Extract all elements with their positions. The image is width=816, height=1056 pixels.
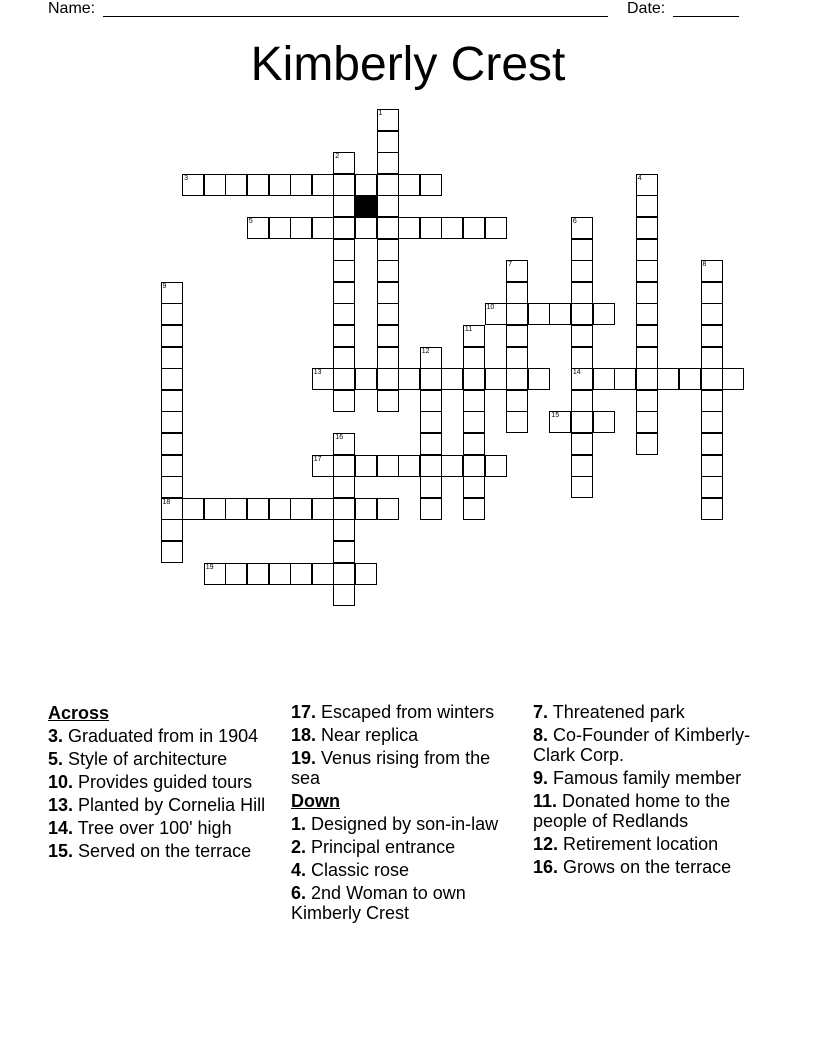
grid-cell[interactable] bbox=[463, 325, 485, 347]
grid-cell[interactable] bbox=[571, 347, 593, 369]
grid-cell[interactable] bbox=[333, 217, 355, 239]
grid-cell[interactable] bbox=[571, 217, 593, 239]
clue-text: Principal entrance bbox=[311, 837, 456, 857]
grid-cell[interactable] bbox=[463, 476, 485, 498]
clue-text: Designed by son-in-law bbox=[311, 814, 499, 834]
grid-cell[interactable] bbox=[333, 541, 355, 563]
clue-text: Grows on the terrace bbox=[563, 857, 732, 877]
clue-number: 5. bbox=[48, 749, 64, 769]
grid-cell[interactable] bbox=[377, 282, 399, 304]
grid-cell[interactable] bbox=[290, 217, 312, 239]
clue-number-label: 5 bbox=[248, 218, 253, 225]
grid-cell[interactable] bbox=[377, 325, 399, 347]
grid-cell[interactable] bbox=[636, 282, 658, 304]
clue-text: Retirement location bbox=[563, 834, 719, 854]
grid-cell[interactable] bbox=[333, 476, 355, 498]
grid-cell[interactable] bbox=[161, 368, 183, 390]
grid-cell[interactable] bbox=[398, 217, 420, 239]
grid-cell[interactable] bbox=[377, 152, 399, 174]
clue-number: 1. bbox=[291, 814, 307, 834]
grid-cell[interactable] bbox=[485, 368, 507, 390]
grid-cell[interactable] bbox=[333, 303, 355, 325]
grid-cell[interactable] bbox=[506, 411, 528, 433]
grid-cell[interactable] bbox=[420, 498, 442, 520]
clue-number: 10. bbox=[48, 772, 74, 792]
grid-cell[interactable] bbox=[463, 368, 485, 390]
clue-down-12 bbox=[533, 834, 765, 854]
grid-cell[interactable] bbox=[247, 174, 269, 196]
grid-cell[interactable] bbox=[161, 519, 183, 541]
clue-number: 19. bbox=[291, 748, 317, 768]
grid-cell[interactable] bbox=[377, 109, 399, 131]
grid-cell[interactable] bbox=[225, 563, 247, 585]
grid-cell[interactable] bbox=[333, 498, 355, 520]
clue-down-11 bbox=[533, 791, 765, 831]
grid-cell[interactable] bbox=[571, 325, 593, 347]
grid-cell[interactable] bbox=[463, 433, 485, 455]
grid-cell[interactable] bbox=[161, 325, 183, 347]
grid-cell[interactable] bbox=[420, 390, 442, 412]
grid-cell[interactable] bbox=[377, 368, 399, 390]
clue-text: Provides guided tours bbox=[78, 772, 253, 792]
grid-cell[interactable] bbox=[161, 498, 183, 520]
grid-cell[interactable] bbox=[333, 195, 355, 217]
clue-text: Near replica bbox=[321, 725, 419, 745]
clue-number: 11. bbox=[533, 791, 558, 811]
grid-cell[interactable] bbox=[636, 325, 658, 347]
grid-cell[interactable] bbox=[571, 282, 593, 304]
grid-cell[interactable] bbox=[506, 282, 528, 304]
grid-cell[interactable] bbox=[333, 519, 355, 541]
grid-cell[interactable] bbox=[593, 303, 615, 325]
clue-text: Served on the terrace bbox=[78, 841, 252, 861]
grid-cell[interactable] bbox=[333, 260, 355, 282]
grid-cell[interactable] bbox=[506, 260, 528, 282]
grid-cell[interactable] bbox=[636, 195, 658, 217]
grid-cell[interactable] bbox=[593, 411, 615, 433]
grid-cell[interactable] bbox=[269, 174, 291, 196]
grid-cell[interactable] bbox=[333, 239, 355, 261]
name-label: Name: bbox=[48, 0, 96, 17]
grid-cell[interactable] bbox=[290, 174, 312, 196]
clue-across-15 bbox=[48, 841, 280, 861]
grid-cell[interactable] bbox=[571, 260, 593, 282]
grid-cell[interactable] bbox=[290, 498, 312, 520]
grid-cell[interactable] bbox=[463, 455, 485, 477]
grid-cell[interactable] bbox=[377, 303, 399, 325]
grid-cell[interactable] bbox=[657, 368, 679, 390]
grid-cell[interactable] bbox=[441, 368, 463, 390]
clue-column-1 bbox=[48, 702, 280, 864]
clue-text: Donated home to the people of Redlands bbox=[533, 791, 731, 831]
clue-down-16 bbox=[533, 857, 765, 877]
grid-cell[interactable] bbox=[463, 498, 485, 520]
grid-cell[interactable] bbox=[161, 303, 183, 325]
grid-cell[interactable] bbox=[333, 152, 355, 174]
grid-cell[interactable] bbox=[701, 476, 723, 498]
grid-cell[interactable] bbox=[377, 455, 399, 477]
grid-cell[interactable] bbox=[247, 498, 269, 520]
grid-cell[interactable] bbox=[571, 411, 593, 433]
clue-across-18 bbox=[291, 725, 523, 745]
grid-cell[interactable] bbox=[701, 368, 723, 390]
grid-cell[interactable] bbox=[636, 260, 658, 282]
grid-cell[interactable] bbox=[204, 498, 226, 520]
grid-cell[interactable] bbox=[636, 174, 658, 196]
clue-down-9 bbox=[533, 768, 765, 788]
grid-cell[interactable] bbox=[571, 368, 593, 390]
grid-cell[interactable] bbox=[679, 368, 701, 390]
clue-down-1 bbox=[291, 814, 523, 834]
clue-text: Venus rising from the sea bbox=[291, 748, 491, 788]
clue-text: Tree over 100' high bbox=[77, 818, 232, 838]
clue-across-3 bbox=[48, 726, 280, 746]
clue-number-label: 12 bbox=[421, 347, 430, 355]
grid-cell[interactable] bbox=[377, 131, 399, 153]
grid-cell[interactable] bbox=[398, 455, 420, 477]
clue-number-label: 2 bbox=[335, 153, 340, 161]
grid-cell[interactable] bbox=[701, 325, 723, 347]
grid-cell[interactable] bbox=[161, 433, 183, 455]
clue-number: 9. bbox=[533, 768, 549, 788]
clue-number: 14. bbox=[48, 818, 74, 838]
grid-cell[interactable] bbox=[377, 174, 399, 196]
black-cell bbox=[355, 195, 377, 217]
grid-cell[interactable] bbox=[636, 239, 658, 261]
clue-across-17 bbox=[291, 702, 523, 722]
clue-down-8 bbox=[533, 725, 765, 765]
clue-text: Threatened park bbox=[552, 702, 685, 722]
grid-cell[interactable] bbox=[355, 174, 377, 196]
grid-cell[interactable] bbox=[161, 347, 183, 369]
grid-cell[interactable] bbox=[161, 455, 183, 477]
grid-cell[interactable] bbox=[355, 217, 377, 239]
grid-cell[interactable] bbox=[333, 563, 355, 585]
grid-cell[interactable] bbox=[269, 563, 291, 585]
grid-cell[interactable] bbox=[420, 476, 442, 498]
clue-number-label: 13 bbox=[313, 369, 322, 377]
grid-cell[interactable] bbox=[571, 239, 593, 261]
clue-number-label: 19 bbox=[205, 563, 214, 571]
clue-number: 18. bbox=[291, 725, 317, 745]
grid-cell[interactable] bbox=[636, 217, 658, 239]
grid-cell[interactable] bbox=[420, 411, 442, 433]
grid-cell[interactable] bbox=[333, 282, 355, 304]
grid-cell[interactable] bbox=[636, 390, 658, 412]
grid-cell[interactable] bbox=[506, 303, 528, 325]
grid-cell[interactable] bbox=[333, 347, 355, 369]
clue-number: 13. bbox=[48, 795, 74, 815]
clue-number: 2. bbox=[291, 837, 307, 857]
grid-cell[interactable] bbox=[636, 347, 658, 369]
down-heading: Down bbox=[291, 791, 340, 811]
grid-cell[interactable] bbox=[204, 174, 226, 196]
clue-number-label: 14 bbox=[572, 369, 581, 377]
grid-cell[interactable] bbox=[182, 498, 204, 520]
grid-cell[interactable] bbox=[549, 411, 571, 433]
grid-cell[interactable] bbox=[355, 368, 377, 390]
clue-across-5 bbox=[48, 749, 280, 769]
grid-cell[interactable] bbox=[225, 498, 247, 520]
clue-number: 3. bbox=[48, 726, 64, 746]
grid-cell[interactable] bbox=[333, 455, 355, 477]
clue-number-label: 16 bbox=[335, 434, 344, 441]
grid-cell[interactable] bbox=[636, 411, 658, 433]
grid-cell[interactable] bbox=[355, 455, 377, 477]
across-heading: Across bbox=[48, 703, 110, 723]
grid-cell[interactable] bbox=[247, 563, 269, 585]
grid-cell[interactable] bbox=[701, 260, 723, 282]
grid-cell[interactable] bbox=[441, 217, 463, 239]
grid-cell[interactable] bbox=[463, 217, 485, 239]
grid-cell[interactable] bbox=[161, 282, 183, 304]
clue-text: Classic rose bbox=[311, 860, 410, 880]
grid-cell[interactable] bbox=[269, 498, 291, 520]
grid-cell[interactable] bbox=[333, 584, 355, 606]
grid-cell[interactable] bbox=[377, 390, 399, 412]
grid-cell[interactable] bbox=[549, 303, 571, 325]
grid-cell[interactable] bbox=[463, 390, 485, 412]
grid-cell[interactable] bbox=[571, 455, 593, 477]
grid-cell[interactable] bbox=[161, 476, 183, 498]
grid-cell[interactable] bbox=[506, 347, 528, 369]
grid-cell[interactable] bbox=[506, 390, 528, 412]
grid-cell[interactable] bbox=[161, 541, 183, 563]
clue-text: Planted by Cornelia Hill bbox=[78, 795, 266, 815]
grid-cell[interactable] bbox=[636, 368, 658, 390]
date-label: Date: bbox=[627, 0, 666, 17]
grid-cell[interactable] bbox=[269, 217, 291, 239]
grid-cell[interactable] bbox=[377, 195, 399, 217]
grid-cell[interactable] bbox=[636, 433, 658, 455]
clue-number: 16. bbox=[533, 857, 559, 877]
grid-cell[interactable] bbox=[398, 174, 420, 196]
clue-number-label: 18 bbox=[162, 498, 171, 506]
grid-cell[interactable] bbox=[204, 563, 226, 585]
clue-number-label: 15 bbox=[551, 412, 560, 420]
grid-cell[interactable] bbox=[701, 498, 723, 520]
grid-cell[interactable] bbox=[485, 217, 507, 239]
grid-cell[interactable] bbox=[701, 390, 723, 412]
clue-across-19 bbox=[291, 748, 523, 788]
clue-column-2 bbox=[291, 702, 523, 926]
grid-cell[interactable] bbox=[528, 368, 550, 390]
grid-cell[interactable] bbox=[614, 368, 636, 390]
clue-across-10 bbox=[48, 772, 280, 792]
clue-number-label: 8 bbox=[702, 261, 707, 269]
grid-cell[interactable] bbox=[701, 433, 723, 455]
clue-text: Famous family member bbox=[553, 768, 742, 788]
clue-number-label: 3 bbox=[184, 174, 188, 182]
grid-cell[interactable] bbox=[290, 563, 312, 585]
grid-cell[interactable] bbox=[571, 390, 593, 412]
grid-cell[interactable] bbox=[312, 563, 334, 585]
clue-number-label: 11 bbox=[464, 326, 473, 333]
grid-cell[interactable] bbox=[377, 498, 399, 520]
grid-cell[interactable] bbox=[377, 217, 399, 239]
grid-cell[interactable] bbox=[225, 174, 247, 196]
grid-cell[interactable] bbox=[161, 411, 183, 433]
grid-cell[interactable] bbox=[333, 368, 355, 390]
grid-cell[interactable] bbox=[528, 303, 550, 325]
clue-number-label: 17 bbox=[313, 455, 322, 463]
grid-cell[interactable] bbox=[571, 433, 593, 455]
grid-cell[interactable] bbox=[161, 390, 183, 412]
clue-number-label: 10 bbox=[486, 304, 495, 312]
clue-number: 12. bbox=[533, 834, 559, 854]
grid-cell[interactable] bbox=[312, 174, 334, 196]
clue-text: Graduated from in 1904 bbox=[68, 726, 259, 746]
clue-number-label: 6 bbox=[572, 218, 577, 225]
grid-cell[interactable] bbox=[247, 217, 269, 239]
grid-cell[interactable] bbox=[506, 368, 528, 390]
clue-number-label: 4 bbox=[637, 174, 642, 182]
grid-cell[interactable] bbox=[701, 303, 723, 325]
grid-cell[interactable] bbox=[485, 455, 507, 477]
clue-number: 4. bbox=[291, 860, 307, 880]
clue-number-label: 7 bbox=[508, 261, 512, 269]
grid-cell[interactable] bbox=[377, 347, 399, 369]
grid-cell[interactable] bbox=[333, 390, 355, 412]
grid-cell[interactable] bbox=[420, 368, 442, 390]
grid-cell[interactable] bbox=[420, 347, 442, 369]
grid-cell[interactable] bbox=[355, 563, 377, 585]
clue-text: Co-Founder of Kimberly-Clark Corp. bbox=[533, 725, 751, 765]
grid-cell[interactable] bbox=[701, 455, 723, 477]
grid-cell[interactable] bbox=[420, 455, 442, 477]
grid-cell[interactable] bbox=[636, 303, 658, 325]
grid-cell[interactable] bbox=[377, 239, 399, 261]
grid-cell[interactable] bbox=[701, 411, 723, 433]
clue-number-label: 9 bbox=[162, 282, 167, 290]
clue-across-13 bbox=[48, 795, 280, 815]
clue-text: 2nd Woman to own Kimberly Crest bbox=[291, 883, 466, 923]
grid-cell[interactable] bbox=[463, 347, 485, 369]
grid-cell[interactable] bbox=[420, 433, 442, 455]
clue-number: 7. bbox=[533, 702, 549, 722]
clue-across-14 bbox=[48, 818, 280, 838]
grid-cell[interactable] bbox=[312, 455, 334, 477]
grid-cell[interactable] bbox=[333, 325, 355, 347]
grid-cell[interactable] bbox=[506, 325, 528, 347]
clue-number: 8. bbox=[533, 725, 549, 745]
grid-cell[interactable] bbox=[333, 174, 355, 196]
clue-down-7 bbox=[533, 702, 765, 722]
grid-cell[interactable] bbox=[377, 260, 399, 282]
grid-cell[interactable] bbox=[333, 433, 355, 455]
grid-cell[interactable] bbox=[701, 282, 723, 304]
clue-number: 15. bbox=[48, 841, 74, 861]
clue-column-3 bbox=[533, 702, 765, 880]
grid-cell[interactable] bbox=[593, 368, 615, 390]
grid-cell[interactable] bbox=[312, 217, 334, 239]
clue-text: Style of architecture bbox=[68, 749, 228, 769]
clue-number-label: 1 bbox=[378, 110, 383, 117]
grid-cell[interactable] bbox=[722, 368, 744, 390]
clue-number: 17. bbox=[291, 702, 317, 722]
grid-cell[interactable] bbox=[441, 455, 463, 477]
grid-cell[interactable] bbox=[420, 174, 442, 196]
clue-down-2 bbox=[291, 837, 523, 857]
grid-cell[interactable] bbox=[182, 174, 204, 196]
grid-cell[interactable] bbox=[571, 476, 593, 498]
grid-cell[interactable] bbox=[312, 498, 334, 520]
clue-number: 6. bbox=[291, 883, 307, 903]
grid-cell[interactable] bbox=[420, 217, 442, 239]
grid-cell[interactable] bbox=[312, 368, 334, 390]
grid-cell[interactable] bbox=[463, 411, 485, 433]
page-title: Kimberly Crest bbox=[250, 38, 566, 91]
clue-down-4 bbox=[291, 860, 523, 880]
clue-down-6 bbox=[291, 883, 523, 923]
grid-cell[interactable] bbox=[571, 303, 593, 325]
clue-text: Escaped from winters bbox=[321, 702, 495, 722]
grid-cell[interactable] bbox=[701, 347, 723, 369]
grid-cell[interactable] bbox=[398, 368, 420, 390]
grid-cell[interactable] bbox=[485, 303, 507, 325]
grid-cell[interactable] bbox=[355, 498, 377, 520]
